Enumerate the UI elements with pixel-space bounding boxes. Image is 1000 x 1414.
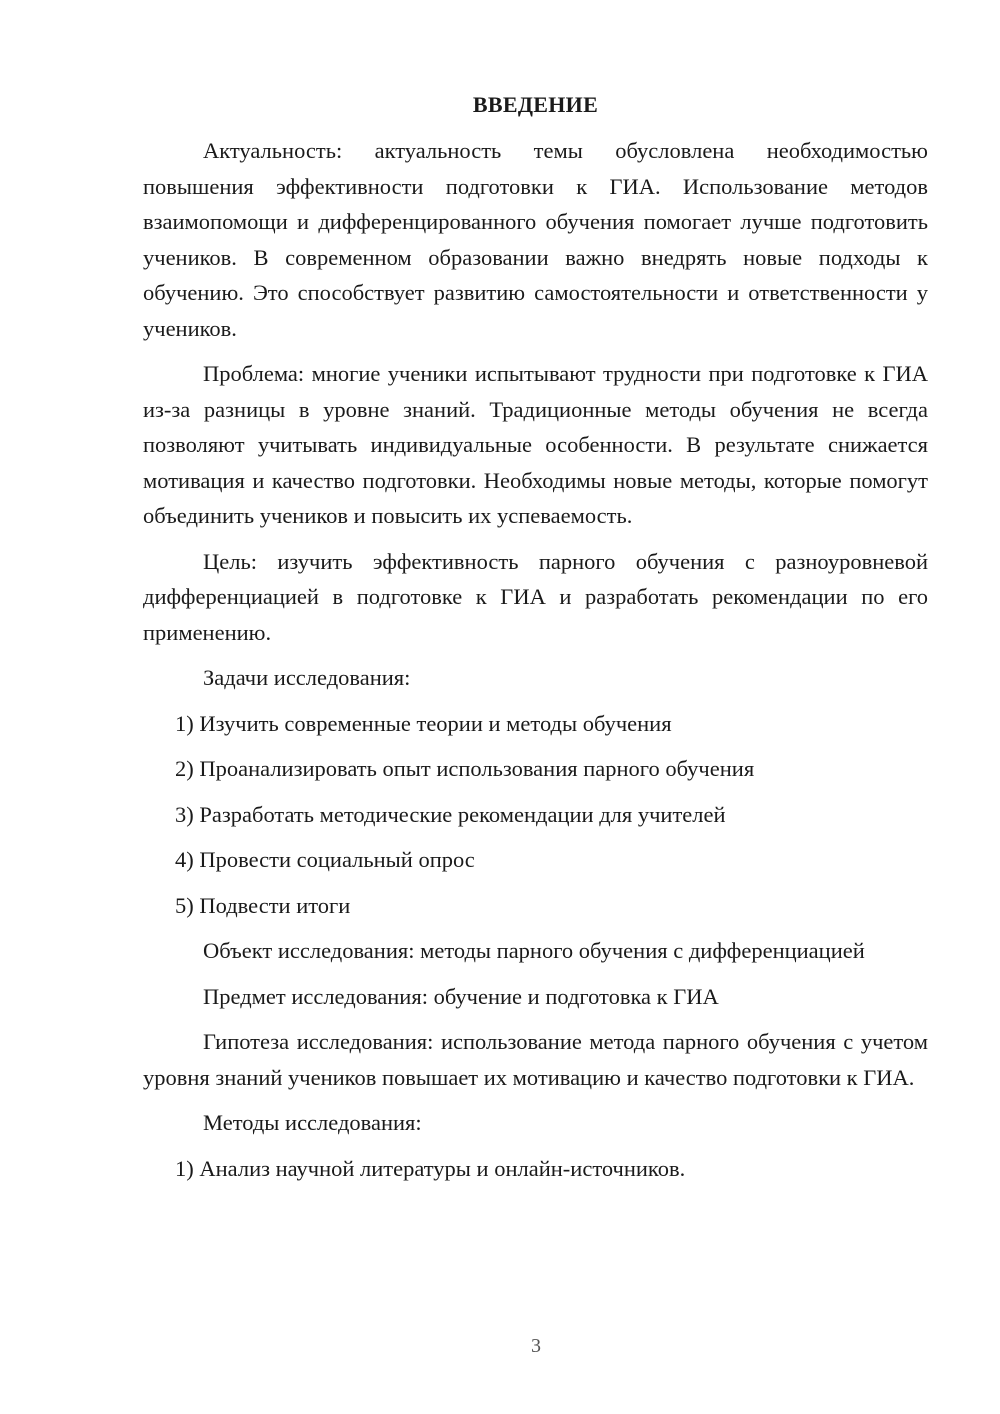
hypothesis-paragraph: Гипотеза исследования: использование метода парного обучения с учетом уровня знаний учеников повышает их мотивацию и качество подготовки к ГИА. bbox=[143, 1029, 928, 1090]
page-number: 3 bbox=[531, 1335, 541, 1357]
section-title: ВВЕДЕНИЕ bbox=[472, 92, 599, 117]
subject-line: Предмет исследования: обучение и подготовка к ГИА bbox=[203, 983, 719, 1009]
tasks-heading: Задачи исследования: bbox=[203, 665, 411, 691]
list-item: 5) Подвести итоги bbox=[175, 892, 351, 918]
object-paragraph: Объект исследования: методы парного обучения с дифференциацией bbox=[203, 938, 865, 964]
problem-paragraph: Проблема: многие ученики испытывают трудности при подготовке к ГИА из-за разницы в уровне знаний. Традиционные методы обучения не всегда позволяют учитывать индивидуальные особенности. В результате снижается мотивация и качество подготовки. Необходимы новые методы, которые помогут объединить учеников и повысить их успеваемость. bbox=[143, 361, 928, 529]
methods-heading: Методы исследования: bbox=[203, 1110, 422, 1136]
goal-paragraph: Цель: изучить эффективность парного обучения с разноуровневой дифференциацией в подготовке к ГИА и разработать рекомендации по его применению. bbox=[143, 548, 928, 645]
list-item: 1) Изучить современные теории и методы обучения bbox=[175, 710, 672, 736]
document-body bbox=[143, 92, 928, 1196]
tasks-list bbox=[143, 706, 928, 924]
list-item: 3) Разработать методические рекомендации для учителей bbox=[175, 801, 726, 827]
list-item: 1) Анализ научной литературы и онлайн-источников. bbox=[175, 1155, 686, 1181]
list-item: 2) Проанализировать опыт использования парного обучения bbox=[175, 756, 755, 782]
methods-list bbox=[143, 1151, 928, 1187]
list-item: 4) Провести социальный опрос bbox=[175, 847, 475, 873]
relevance-paragraph: Актуальность: актуальность темы обусловлена необходимостью повышения эффективности подготовки к ГИА. Использование методов взаимопомощи и дифференцированного обучения помогает лучше подготовить учеников. В современном образовании важно внедрять новые подходы к обучению. Это способствует развитию самостоятельности и ответственности у учеников. bbox=[143, 138, 928, 341]
